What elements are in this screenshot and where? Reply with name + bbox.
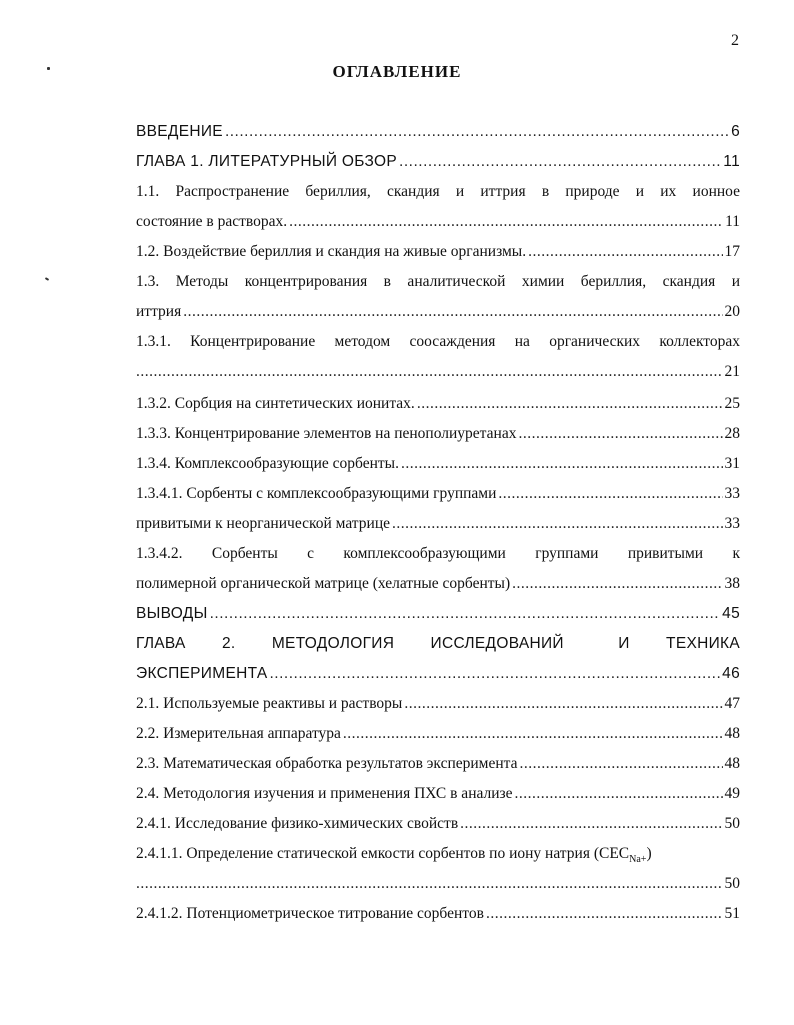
toc-entry[interactable]: [136, 512, 740, 536]
toc-entry-title: 2.2. Измерительная аппаратура: [136, 725, 341, 742]
scan-speck: [45, 277, 49, 281]
toc-entry-page: 25: [724, 395, 740, 412]
toc-entry-title: привитыми к неорганической матрице: [136, 515, 390, 532]
toc-entry-page: 21: [724, 363, 740, 380]
toc-entry[interactable]: [136, 782, 740, 806]
toc-entry-page: 28: [724, 425, 740, 442]
toc-entry[interactable]: [136, 422, 740, 446]
toc-entry-page: 46: [722, 665, 740, 682]
toc-entry-page: 51: [724, 905, 740, 922]
toc-entry-page: 47: [724, 695, 740, 712]
toc-entry[interactable]: [136, 300, 740, 324]
toc-entry-page: 31: [724, 455, 740, 472]
toc-entry-page: 20: [724, 303, 740, 320]
toc-entry-page: 48: [724, 755, 740, 772]
toc-entry[interactable]: [136, 120, 740, 144]
toc-entry-page: 38: [724, 575, 740, 592]
toc-entry[interactable]: [136, 572, 740, 596]
toc-entry-title: 2.4.1. Исследование физико-химических свойств: [136, 815, 459, 832]
toc-entry-title: состояние в растворах.: [136, 213, 288, 230]
toc-entry[interactable]: [136, 360, 740, 384]
toc-entry-page: 6: [731, 123, 740, 140]
toc-entry[interactable]: [136, 602, 740, 626]
toc-entry[interactable]: [136, 692, 740, 716]
toc-entry-title: 1.3.3. Концентрирование элементов на пенополиуретанах: [136, 425, 517, 442]
toc-entry[interactable]: [136, 392, 740, 416]
toc-entry-title: 1.3.2. Сорбция на синтетических ионитах.: [136, 395, 415, 412]
toc-entry[interactable]: [136, 240, 740, 264]
toc-entry-line1-wrap: [136, 842, 740, 866]
toc-entry-page: 50: [724, 815, 740, 832]
toc-entry[interactable]: [136, 872, 740, 896]
toc-entry-page: 11: [725, 213, 740, 230]
toc-entry-title: ЭКСПЕРИМЕНТА: [136, 665, 268, 682]
toc-entry[interactable]: [136, 482, 740, 506]
toc-entry-page: 17: [724, 243, 740, 260]
toc-entry-page: 11: [723, 153, 740, 170]
page-number: 2: [731, 32, 739, 49]
toc-entry-title: 1.2. Воздействие бериллия и скандия на живые организмы.: [136, 243, 527, 260]
toc-entry[interactable]: [136, 662, 740, 686]
toc-entry[interactable]: [136, 452, 740, 476]
toc-entry-line1: 1.1. Распространение бериллия, скандия и иттрия в природе и их ионное: [136, 183, 740, 200]
toc-entry-title: ВЫВОДЫ: [136, 605, 208, 622]
toc-entry-line1: 1.3. Методы концентрирования в аналитической химии бериллия, скандия и: [136, 273, 740, 290]
toc-entry-title: ВВЕДЕНИЕ: [136, 123, 223, 140]
toc-entry-line1: 2.4.1.1. Определение статической емкости сорбентов по иону натрия $(CEC_{Na+})$: [136, 845, 652, 866]
toc-entry-title: полимерной органической матрице (хелатные сорбенты): [136, 575, 511, 592]
toc-entry-title: 2.4.1.2. Потенциометрическое титрование сорбентов: [136, 905, 484, 922]
toc-entry[interactable]: [136, 812, 740, 836]
toc-entry[interactable]: [136, 722, 740, 746]
toc-entry[interactable]: [136, 210, 740, 234]
toc-entry-title: 2.4. Методология изучения и применения ПХС в анализе: [136, 785, 513, 802]
toc-entry[interactable]: [136, 902, 740, 926]
toc-entry-title: 1.3.4. Комплексообразующие сорбенты.: [136, 455, 399, 472]
toc-entry-page: 45: [722, 605, 740, 622]
toc-entry-page: 33: [724, 485, 740, 502]
toc-entry-page: 33: [724, 515, 740, 532]
toc-entry-page: 48: [724, 725, 740, 742]
toc-entry-line1: 1.3.1. Концентрирование методом соосаждения на органических коллекторах: [136, 333, 740, 350]
toc-entry-title: 2.1. Используемые реактивы и растворы: [136, 695, 403, 712]
toc-entry[interactable]: [136, 752, 740, 776]
toc-entry-page: 50: [724, 875, 740, 892]
toc-entry-title: 1.3.4.1. Сорбенты с комплексообразующими группами: [136, 485, 497, 502]
toc-entry-title: 2.3. Математическая обработка результатов эксперимента: [136, 755, 518, 772]
toc-entry[interactable]: [136, 150, 740, 174]
toc-entry-page: 49: [724, 785, 740, 802]
toc-entry-title: ГЛАВА 1. ЛИТЕРАТУРНЫЙ ОБЗОР: [136, 153, 398, 170]
toc-entry-title: иттрия: [136, 303, 182, 320]
toc-entry-line1: ГЛАВА 2. МЕТОДОЛОГИЯ ИССЛЕДОВАНИЙ И ТЕХНИКА: [136, 635, 740, 652]
page-title: ОГЛАВЛЕНИЕ: [332, 62, 462, 81]
toc-entry-line1: 1.3.4.2. Сорбенты с комплексообразующими группами привитыми к: [136, 545, 740, 562]
